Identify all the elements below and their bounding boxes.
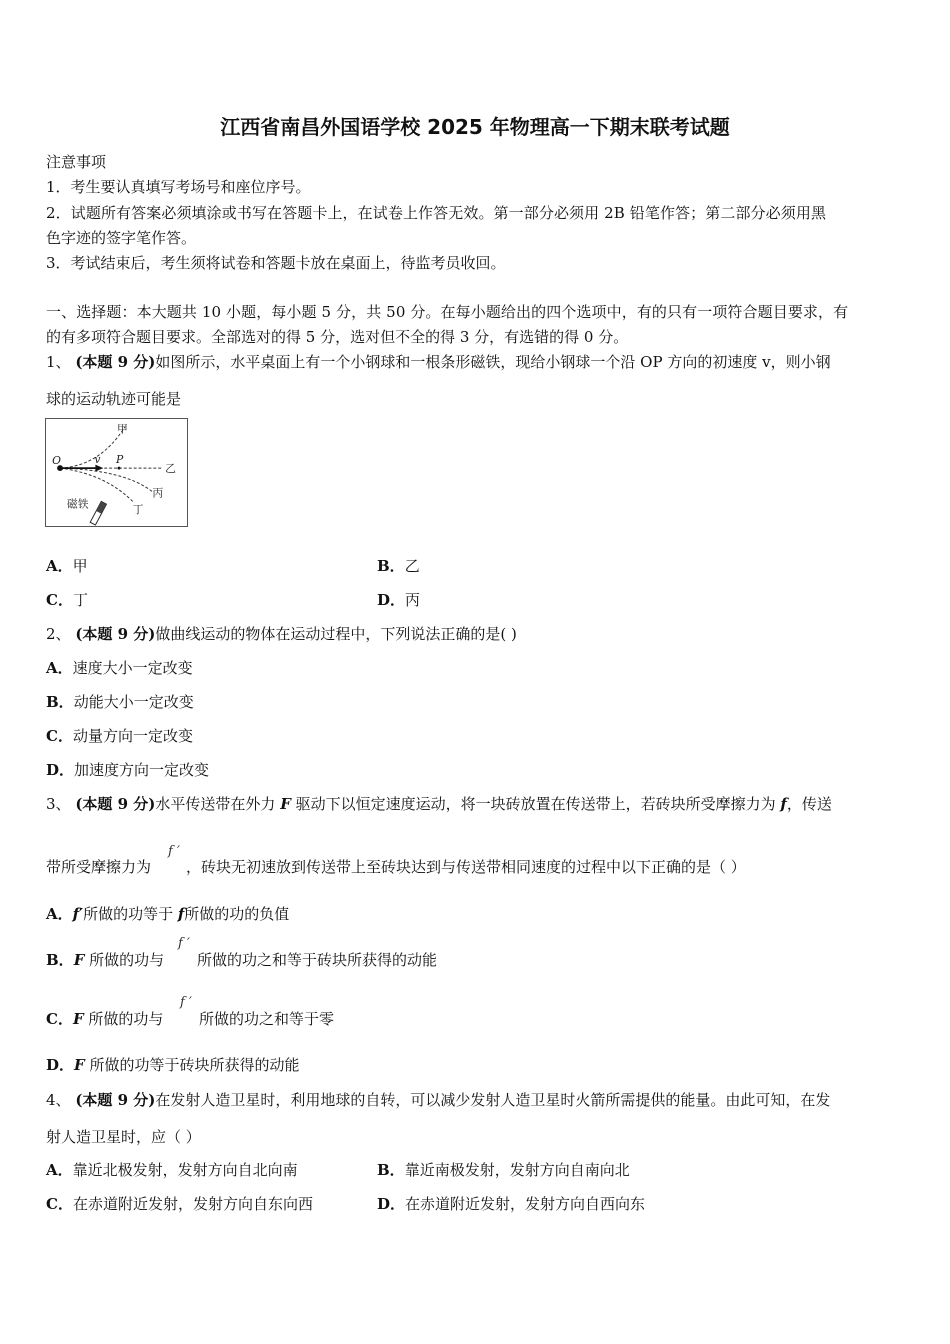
option-letter: C． <box>46 1010 73 1028</box>
question-2 <box>46 624 517 644</box>
question-text: 驱动下以恒定速度运动，将一块砖放置在传送带上，若砖块所受摩擦力为 <box>290 795 781 813</box>
question-number: 4、 <box>46 1091 71 1109</box>
option-text: 甲 <box>72 557 88 575</box>
option-text: 动量方向一定改变 <box>72 727 193 745</box>
option-letter: D． <box>377 591 406 609</box>
option-a <box>46 904 289 924</box>
option-c <box>46 1194 313 1214</box>
option-a <box>46 658 193 678</box>
notice-heading: 注意事项 <box>46 153 107 171</box>
question-score: (本题 9 分) <box>75 353 156 371</box>
question-number: 1、 <box>46 353 71 371</box>
option-text: 所做的功等于 <box>83 905 178 923</box>
option-letter: A． <box>46 659 73 677</box>
option-c <box>46 1009 163 1029</box>
option-b <box>46 692 194 712</box>
option-text: 所做的功之和等于零 <box>199 1010 335 1028</box>
label-yi: 乙 <box>165 462 176 476</box>
question-text: 做曲线运动的物体在运动过程中，下列说法正确的是( ) <box>155 625 517 643</box>
question-text: 球的运动轨迹可能是 <box>46 390 182 408</box>
option-text: 在赤道附近发射，发射方向自东向西 <box>72 1195 313 1213</box>
question-number: 3、 <box>46 795 71 813</box>
option-text: 丙 <box>405 591 421 609</box>
path-bing <box>60 468 152 492</box>
option-text: 所做的功与 <box>83 1010 164 1028</box>
option-b <box>46 950 164 970</box>
question-1 <box>46 352 831 372</box>
option-letter: B． <box>377 557 405 575</box>
symbol-f-prime: f′ <box>72 905 84 923</box>
option-text: 靠近北极发射，发射方向自北向南 <box>72 1161 298 1179</box>
trajectory-diagram <box>46 419 187 526</box>
question-text: 如图所示，水平桌面上有一个小钢球和一根条形磁铁，现给小钢球一个沿 OP 方向的初速度 v，则小钢 <box>155 353 831 371</box>
question-number: 2、 <box>46 625 71 643</box>
symbol-F: F <box>280 795 291 813</box>
question-score: (本题 9 分) <box>75 795 156 813</box>
notice-item: 色字迹的签字笔作答。 <box>46 229 197 247</box>
option-text: 所做的功等于砖块所获得的动能 <box>84 1056 300 1074</box>
question-score: (本题 9 分) <box>75 625 156 643</box>
question-text: 射人造卫星时，应（ ） <box>46 1128 201 1146</box>
option-d <box>46 760 209 780</box>
option-letter: C． <box>46 1195 73 1213</box>
section-instructions: 的有多项符合题目要求。全部选对的得 5 分，选对但不全的得 3 分，有选错的得 0 分。 <box>46 328 629 346</box>
symbol-f-prime: f ′ <box>168 844 180 859</box>
label-p: P <box>116 453 124 467</box>
symbol-F: F <box>72 1010 84 1028</box>
question-text: 在发射人造卫星时，利用地球的自转，可以减少发射人造卫星时火箭所需提供的能量。由此可知，在发 <box>155 1091 831 1109</box>
option-text: 丁 <box>72 591 88 609</box>
question-text: 水平传送带在外力 <box>155 795 281 813</box>
option-text: 靠近南极发射，发射方向自南向北 <box>404 1161 630 1179</box>
option-letter: C． <box>46 727 73 745</box>
trajectory-figure <box>45 418 188 527</box>
option-d <box>377 590 420 610</box>
option-letter: B． <box>377 1161 405 1179</box>
notice-item: 1．考生要认真填写考场号和座位序号。 <box>46 178 311 196</box>
question-text: ，砖块无初速放到传送带上至砖块达到与传送带相同速度的过程中以下正确的是（ ） <box>186 858 746 876</box>
label-jia: 甲 <box>116 422 128 436</box>
option-letter: B． <box>46 951 74 969</box>
option-text: 在赤道附近发射，发射方向自西向东 <box>405 1195 646 1213</box>
option-c <box>46 726 193 746</box>
option-b <box>377 1160 630 1180</box>
option-letter: D． <box>46 761 75 779</box>
option-d <box>377 1194 645 1214</box>
option-a <box>46 556 88 576</box>
option-letter: B． <box>46 693 74 711</box>
option-letter: A． <box>46 905 73 923</box>
option-text: 所做的功与 <box>84 951 165 969</box>
symbol-f: f <box>177 905 185 923</box>
page-title: 江西省南昌外国语学校 2025 年物理高一下期末联考试题 <box>220 115 730 139</box>
option-d <box>46 1055 299 1075</box>
option-letter: D． <box>46 1056 75 1074</box>
question-text: 带所受摩擦力为 <box>46 858 152 876</box>
option-letter: A． <box>46 557 73 575</box>
question-score: (本题 9 分) <box>75 1091 156 1109</box>
question-text: ，传送 <box>786 795 832 813</box>
option-text: 所做的功之和等于砖块所获得的动能 <box>197 951 438 969</box>
symbol-f-prime: f ′ <box>180 995 192 1010</box>
symbol-f-prime: f ′ <box>178 936 190 951</box>
notice-item: 2．试题所有答案必须填涂或书写在答题卡上，在试卷上作答无效。第一部分必须用 2B 铅笔作答；第二部分必须用黑 <box>46 204 827 222</box>
symbol-F: F <box>73 951 85 969</box>
symbol-F: F <box>74 1056 85 1074</box>
question-4 <box>46 1090 830 1110</box>
label-v: v <box>94 453 101 467</box>
option-text: 乙 <box>404 557 420 575</box>
option-text: 所做的功的负值 <box>184 905 290 923</box>
question-3 <box>46 794 832 814</box>
option-letter: D． <box>377 1195 406 1213</box>
option-letter: A． <box>46 1161 73 1179</box>
notice-item: 3．考试结束后，考生须将试卷和答题卡放在桌面上，待监考员收回。 <box>46 254 506 272</box>
option-text: 动能大小一定改变 <box>73 693 194 711</box>
option-text: 速度大小一定改变 <box>72 659 193 677</box>
label-o: O <box>52 454 62 468</box>
label-ding: 丁 <box>132 503 144 517</box>
option-a <box>46 1160 298 1180</box>
option-b <box>377 556 420 576</box>
option-c <box>46 590 88 610</box>
option-text: 加速度方向一定改变 <box>74 761 210 779</box>
option-letter: C． <box>46 591 73 609</box>
label-magnet: 磁铁 <box>66 497 89 511</box>
point-p <box>117 467 120 470</box>
section-instructions: 一、选择题：本大题共 10 小题，每小题 5 分，共 50 分。在每小题给出的四个选项中，有的只有一项符合题目要求，有 <box>46 303 849 321</box>
label-bing: 丙 <box>152 486 164 500</box>
symbol-f: f <box>780 795 787 813</box>
